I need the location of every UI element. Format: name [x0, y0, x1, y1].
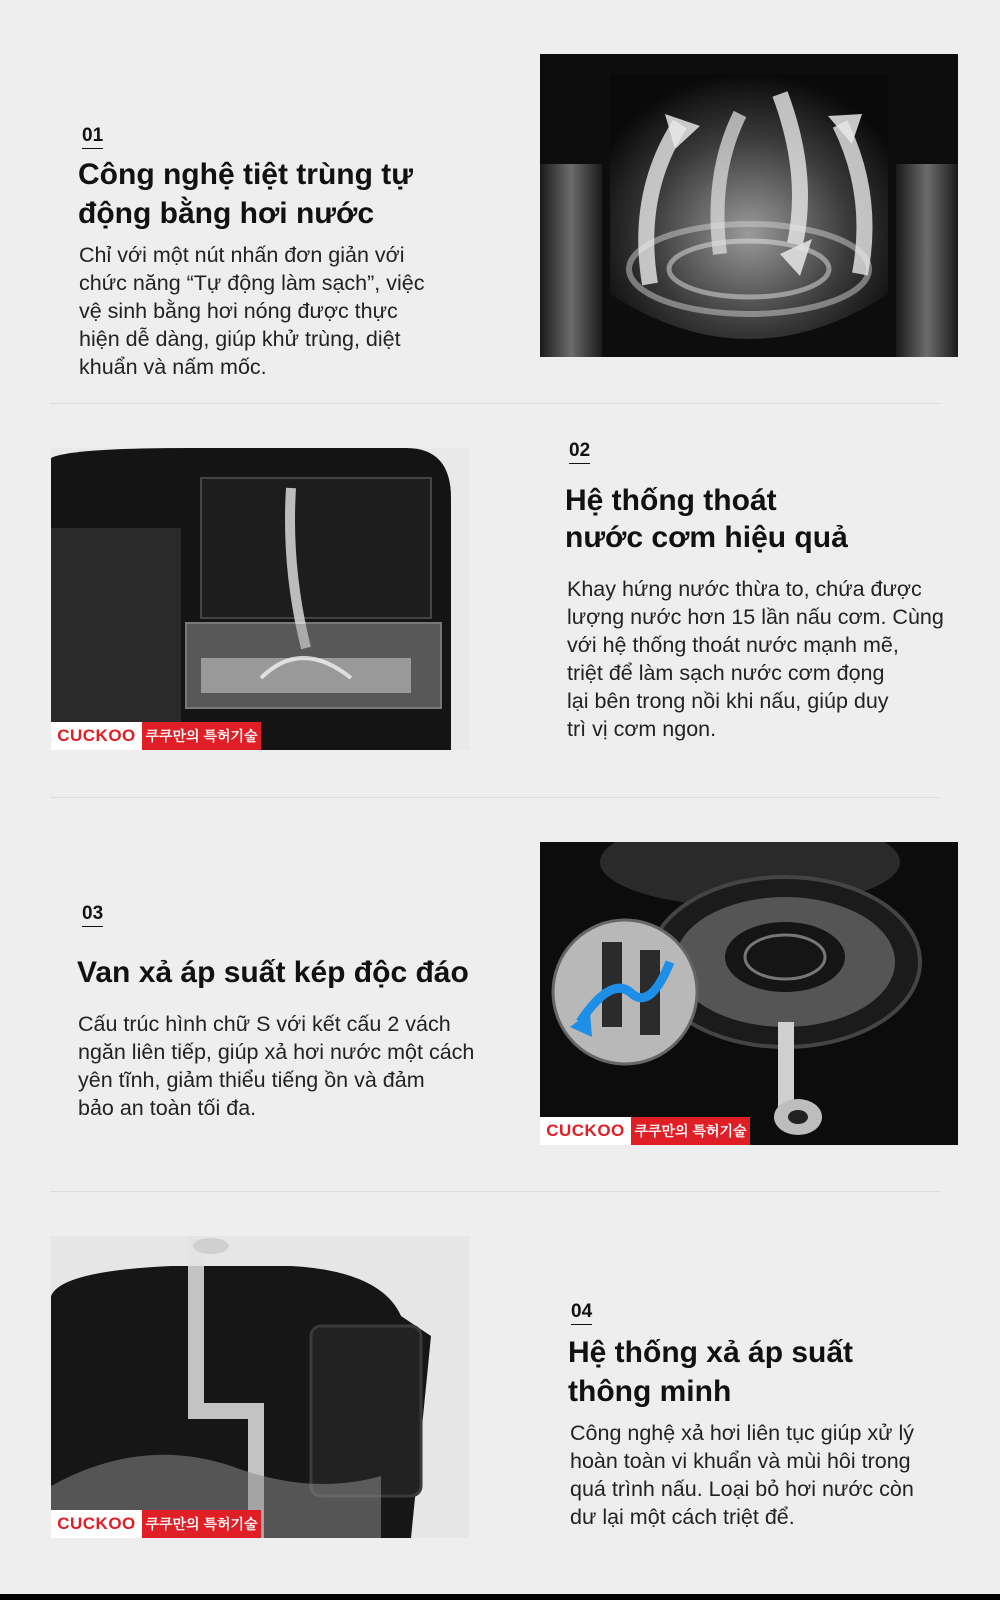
- desc-line: Khay hứng nước thừa to, chứa được: [567, 577, 922, 601]
- desc-line: chức năng “Tự động làm sạch”, việc: [79, 271, 425, 295]
- desc-line: hoàn toàn vi khuẩn và mùi hôi trong: [570, 1449, 911, 1473]
- title-line: Hệ thống thoát: [565, 484, 777, 517]
- section-title: [77, 953, 469, 992]
- title-line: Hệ thống xả áp suất: [568, 1336, 854, 1369]
- patent-label: 쿠쿠만의 특허기술: [631, 1117, 750, 1145]
- section-divider: [50, 1191, 940, 1192]
- section-number: 04: [571, 1302, 592, 1325]
- desc-line: bảo an toàn tối đa.: [78, 1096, 257, 1120]
- desc-line: lại bên trong nồi khi nấu, giúp duy: [567, 689, 889, 713]
- title-line: nước cơm hiệu quả: [565, 521, 848, 554]
- desc-line: triệt để làm sạch nước cơm đọng: [567, 661, 885, 685]
- smart-pressure-release-image: [51, 1236, 469, 1538]
- steam-sterilization-image: [540, 54, 958, 357]
- section-description: [78, 1010, 474, 1122]
- section-title: [565, 482, 848, 556]
- patent-badge: [51, 1510, 261, 1538]
- section-number: 01: [82, 126, 103, 149]
- desc-line: khuẩn và nấm mốc.: [79, 355, 267, 379]
- desc-line: Cấu trúc hình chữ S với kết cấu 2 vách: [78, 1012, 451, 1036]
- section-divider: [50, 797, 940, 798]
- desc-line: dư lại một cách triệt để.: [570, 1505, 795, 1529]
- section-description: [567, 575, 944, 743]
- section-number: 02: [569, 441, 590, 464]
- desc-line: lượng nước hơn 15 lần nấu cơm. Cùng: [567, 605, 944, 629]
- title-line: động bằng hơi nước: [78, 197, 375, 230]
- bottom-edge-bar: [0, 1594, 1000, 1600]
- cuckoo-logo: CUCKOO: [51, 1510, 142, 1538]
- desc-line: Chỉ với một nút nhấn đơn giản với: [79, 243, 405, 267]
- patent-badge: [540, 1117, 750, 1145]
- patent-label: 쿠쿠만의 특허기술: [142, 1510, 261, 1538]
- section-number: 03: [82, 904, 103, 927]
- desc-line: với hệ thống thoát nước mạnh mẽ,: [567, 633, 899, 657]
- title-line: Van xả áp suất kép độc đáo: [77, 956, 469, 989]
- desc-line: quá trình nấu. Loại bỏ hơi nước còn: [570, 1477, 914, 1501]
- section-description: [79, 241, 424, 381]
- desc-line: ngăn liên tiếp, giúp xả hơi nước một cách: [78, 1040, 475, 1064]
- cuckoo-logo: CUCKOO: [540, 1117, 631, 1145]
- section-title: [568, 1333, 853, 1411]
- patent-label: 쿠쿠만의 특허기술: [142, 722, 261, 750]
- section-description: [570, 1419, 914, 1531]
- cuckoo-logo: CUCKOO: [51, 722, 142, 750]
- desc-line: Công nghệ xả hơi liên tục giúp xử lý: [570, 1421, 915, 1445]
- title-line: Công nghệ tiệt trùng tự: [78, 158, 413, 191]
- patent-badge: [51, 722, 261, 750]
- title-line: thông minh: [568, 1375, 732, 1408]
- desc-line: yên tĩnh, giảm thiểu tiếng ồn và đảm: [78, 1068, 425, 1092]
- desc-line: hiện dễ dàng, giúp khử trùng, diệt: [79, 327, 401, 351]
- desc-line: trì vị cơm ngon.: [567, 717, 717, 741]
- desc-line: vệ sinh bằng hơi nóng được thực: [79, 299, 398, 323]
- section-divider: [50, 403, 940, 404]
- pressure-valve-image: [540, 842, 958, 1145]
- water-drain-tray-image: [51, 448, 469, 750]
- section-title: [78, 155, 413, 233]
